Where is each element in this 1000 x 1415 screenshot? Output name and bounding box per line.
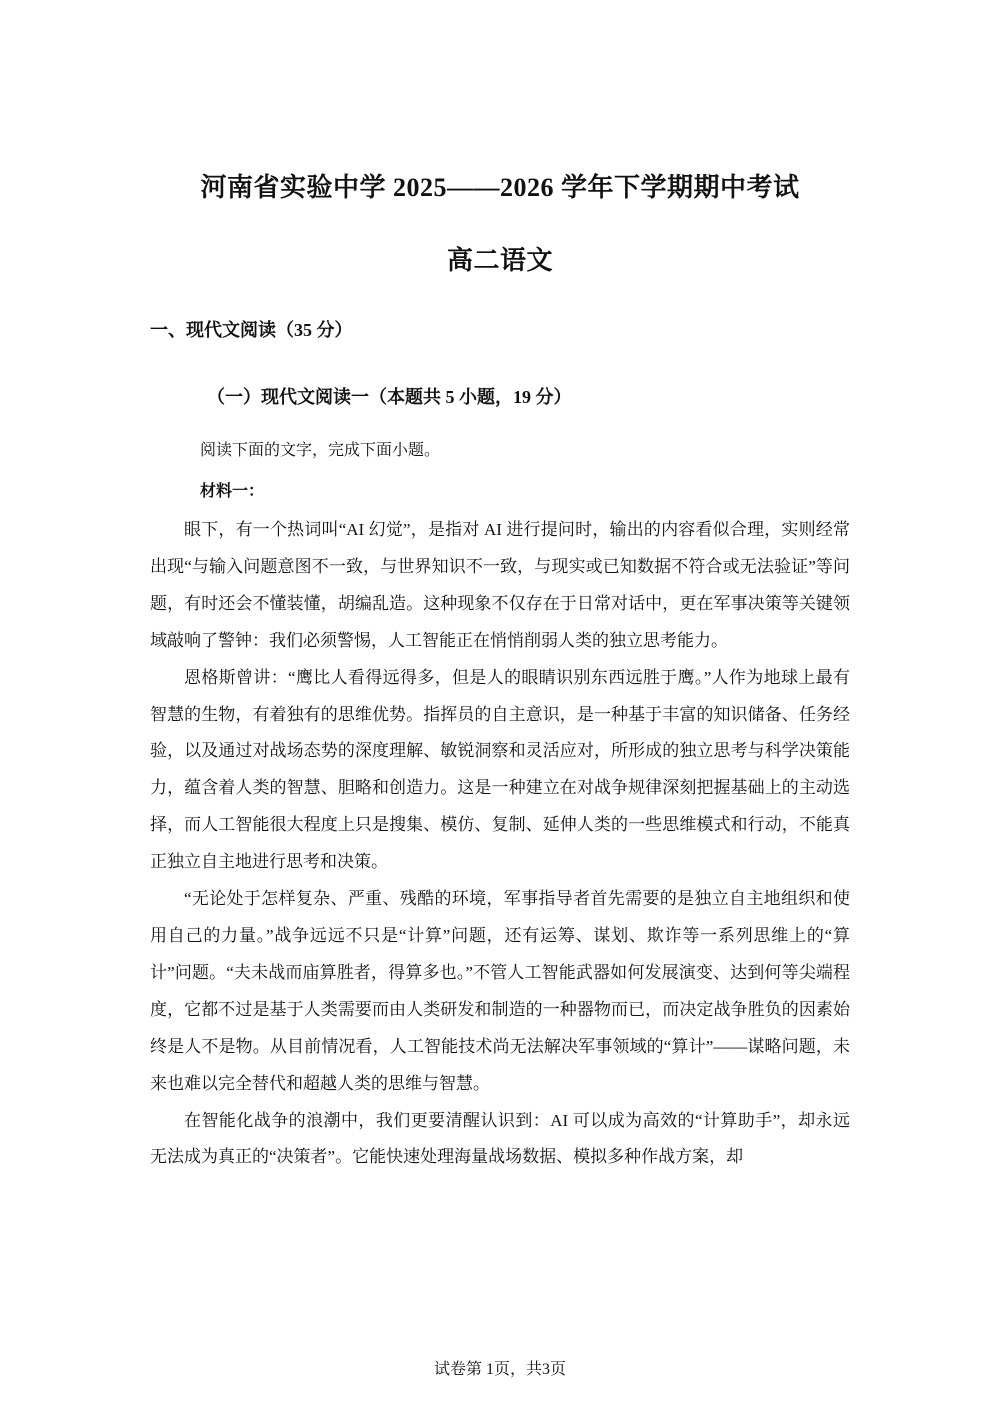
passage-paragraph: 在智能化战争的浪潮中，我们更要清醒认识到：AI 可以成为高效的“计算助手”，却永远无法成为真正的“决策者”。它能快速处理海量战场数据、模拟多种作战方案，却 <box>150 1110 850 1167</box>
subsection-heading: （一）现代文阅读一（本题共 5 小题，19 分） <box>207 387 572 407</box>
subject-title: 高二语文 <box>446 246 553 275</box>
section-heading: 一、现代文阅读（35 分） <box>150 320 353 340</box>
passage-paragraph: 眼下，有一个热词叫“AI 幻觉”，是指对 AI 进行提问时，输出的内容看似合理，实则经常出现“与输入问题意图不一致，与世界知识不一致，与现实或已知数据不符合或无法验证”等问题，有时还会不懂装懂，胡编乱造。这种现象不仅存在于日常对话中，更在军事决策等关键领域敲响了警钟：我们必须警惕，人工智能正在悄悄削弱人类的独立思考能力。 <box>150 520 850 650</box>
reading-passage <box>150 512 850 1176</box>
passage-paragraph: 恩格斯曾讲：“鹰比人看得远得多，但是人的眼睛识别东西远胜于鹰。”人作为地球上最有智慧的生物，有着独有的思维优势。指挥员的自主意识，是一种基于丰富的知识储备、任务经验，以及通过对战场态势的深度理解、敏锐洞察和灵活应对，所形成的独立思考与科学决策能力，蕴含着人类的智慧、胆略和创造力。这是一种建立在对战争规律深刻把握基础上的主动选择，而人工智能很大程度上只是搜集、模仿、复制、延伸人类的一些思维模式和行动，不能真正独立自主地进行思考和决策。 <box>150 667 850 872</box>
reading-instruction: 阅读下面的文字，完成下面小题。 <box>200 442 441 459</box>
material-label: 材料一： <box>200 483 265 500</box>
passage-paragraph: “无论处于怎样复杂、严重、残酷的环境，军事指导者首先需要的是独立自主地组织和使用自己的力量。”战争远远不只是“计算”问题，还有运筹、谋划、欺诈等一系列思维上的“算计”问题。“夫未战而庙算胜者，得算多也。”不管人工智能武器如何发展演变、达到何等尖端程度，它都不过是基于人类需要而由人类研发和制造的一种器物而已，而决定战争胜负的因素始终是人不是物。从目前情况看，人工智能技术尚无法解决军事领域的“算计”——谋略问题，未来也难以完全替代和超越人类的思维与智慧。 <box>150 889 850 1093</box>
page-footer: 试卷第 1页，共3页 <box>433 1361 566 1378</box>
exam-title: 河南省实验中学 2025——2026 学年下学期期中考试 <box>200 173 800 202</box>
